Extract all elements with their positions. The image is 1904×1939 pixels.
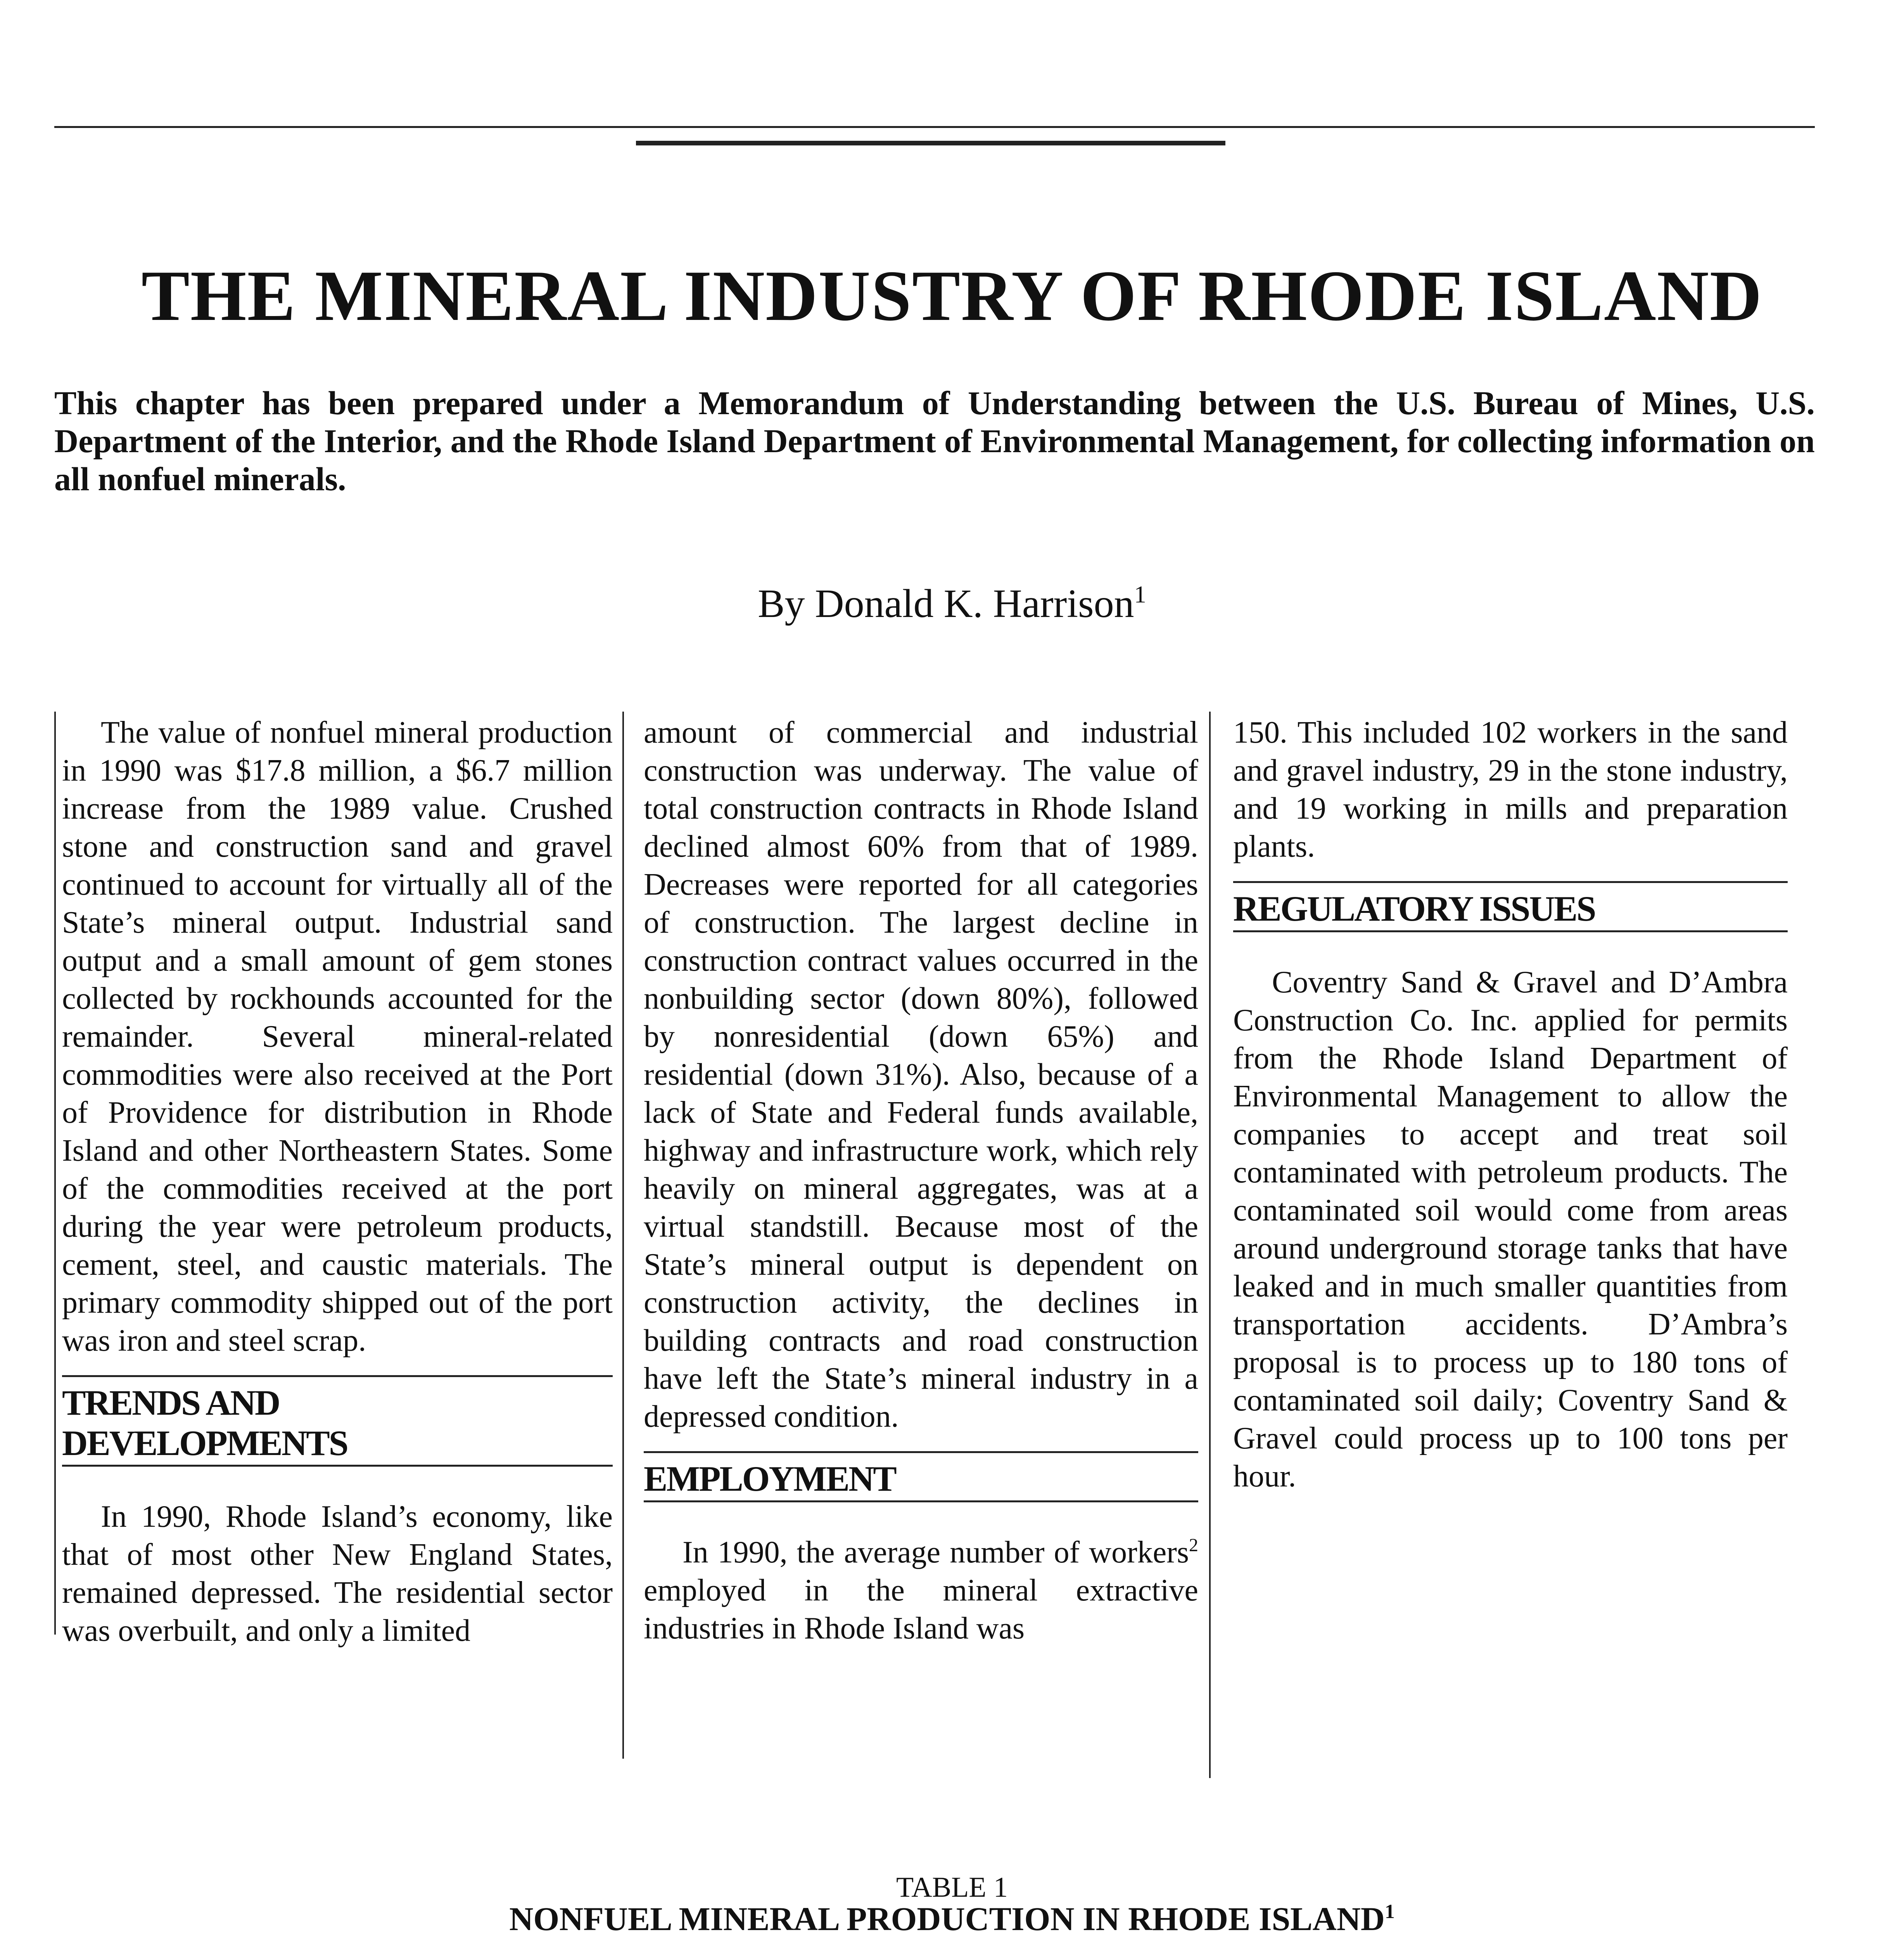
paragraph-regulatory: Coventry Sand & Gravel and D’Ambra Construction Co. Inc. applied for permits from the Rhode Island Department of Environmental Management to allow the companies to accept and treat soil contaminated with petroleum products. The contaminated soil would come from areas around underground storage tanks that have leaked and in much smaller quantities from transportation accidents. D’Ambra’s proposal is to process up to 180 tons of contaminated soil daily; Coventry Sand & Gravel could process up to 100 tons per hour. [1233, 965, 1788, 1493]
page-title: THE MINERAL INDUSTRY OF RHODE ISLAND [141, 256, 1763, 336]
paragraph-trends: In 1990, Rhode Island’s economy, like that of most other New England States, remained depressed. The residential sector was overbuilt, and only a limited [62, 1500, 613, 1648]
heading-trends-line1: TRENDS AND [62, 1383, 280, 1422]
paragraph-employment [644, 1533, 1198, 1647]
paragraph-construction: amount of commercial and industrial construction was underway. The value of total construction contracts in Rhode Island declined almost 60% from that of 1989. Decreases were reported for all categories of construction. The largest decline in construction contract values occurred in the nonbuilding sector (down 80%), followed by nonresidential (down 65%) and residential (down 31%). Also, because of a lack of State and Federal funds available, highway and infrastructure work, which rely heavily on mineral aggregates, was at a virtual standstill. Because most of the State’s mineral output is dependent on construction activity, the declines in building contracts and road construction have left the State’s mineral industry in a depressed condition. [644, 715, 1198, 1434]
column-rule-left [54, 712, 56, 1635]
column-rule-1 [622, 712, 624, 1759]
heading-trends [62, 1375, 613, 1467]
header-rule-accent [636, 141, 1225, 145]
column-2 [644, 714, 1198, 1647]
column-1 [62, 714, 613, 1650]
table-title [0, 1902, 1904, 1936]
heading-regulatory: REGULATORY ISSUES [1233, 881, 1788, 932]
author-name: By Donald K. Harrison [758, 581, 1134, 626]
heading-trends-line2: DEVELOPMENTS [62, 1423, 347, 1463]
intro-note: This chapter has been prepared under a Memorandum of Understanding between the U.S. Bureau of Mines, U.S. Department of the Interior, and the Rhode Island Department of Environmental Management, for collecting information on all nonfuel minerals. [54, 384, 1815, 498]
employment-footnote-mark: 2 [1189, 1535, 1198, 1556]
employment-text-a: In 1990, the average number of workers [682, 1535, 1189, 1569]
table-caption: TABLE 1 [896, 1872, 1008, 1903]
heading-employment: EMPLOYMENT [644, 1451, 1198, 1502]
table-title-text: NONFUEL MINERAL PRODUCTION IN RHODE ISLAND [509, 1900, 1385, 1937]
paragraph-employment-cont: 150. This included 102 workers in the sand and gravel industry, 29 in the stone industry, and 19 working in mills and preparation plants. [1233, 715, 1788, 864]
paragraph-overview: The value of nonfuel mineral production in 1990 was $17.8 million, a $6.7 million increase from the 1989 value. Crushed stone and construction sand and gravel continued to account for virtually all of the State’s mineral output. Industrial sand output and a small amount of gem stones collected by rockhounds accounted for the remainder. Several mineral-related commodities were also received at the Port of Providence for distribution in Rhode Island and other Northeastern States. Some of the commodities received at the port during the year were petroleum products, cement, steel, and caustic materials. The primary commodity shipped out of the port was iron and steel scrap. [62, 715, 613, 1358]
column-3 [1233, 714, 1788, 1495]
table-title-footnote: 1 [1384, 1901, 1395, 1923]
employment-text-b: employed in the mineral extractive industries in Rhode Island was [644, 1573, 1198, 1645]
column-rule-2 [1209, 712, 1211, 1778]
header-rule [54, 126, 1815, 128]
byline [0, 581, 1904, 626]
author-footnote-mark: 1 [1134, 581, 1146, 608]
